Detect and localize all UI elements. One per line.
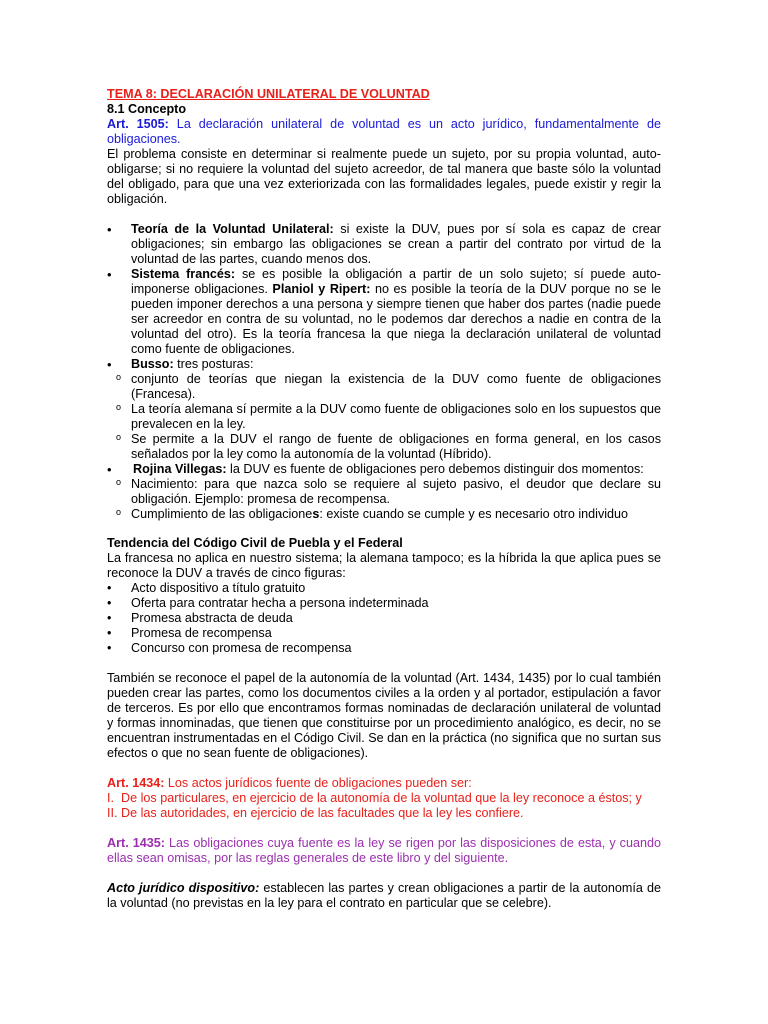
art-1505-label: Art. 1505: <box>107 117 169 131</box>
art-1435-label: Art. 1435: <box>107 836 165 850</box>
roman-numeral: II. <box>107 806 118 820</box>
art-1434-item-text: De las autoridades, en ejercicio de las facultades que la ley les confiere. <box>121 806 524 820</box>
busso-text: tres posturas: <box>173 357 254 371</box>
acto-dispositivo-paragraph <box>107 881 661 911</box>
art-1434-paragraph <box>107 776 661 791</box>
acto-dispositivo-label: Acto jurídico dispositivo: <box>107 881 260 895</box>
art-1434-item-text: De los particulares, en ejercicio de la autonomía de la voluntad que la ley reconoce a éstos; y <box>121 791 642 805</box>
rojina-label: Rojina Villegas: <box>133 462 227 476</box>
sistema-frances-label: Sistema francés: <box>131 267 236 281</box>
tendencia-heading: Tendencia del Código Civil de Puebla y el Federal <box>107 536 403 550</box>
art-1434-text: Los actos jurídicos fuente de obligaciones pueden ser: <box>164 776 472 790</box>
figura-item: • Concurso con promesa de recompensa <box>107 641 661 656</box>
art-1434-item-1 <box>107 791 661 806</box>
tendencia-paragraph: La francesa no aplica en nuestro sistema; la alemana tampoco; es la híbrida la que aplica pues se reconoce la DUV a través de cinco figuras: <box>107 551 661 580</box>
sistema-frances-text: se es posible la obligación a partir de un solo sujeto; sí puede auto-imponerse obligaciones. <box>131 267 661 296</box>
figura-item: • Oferta para contratar hecha a persona indeterminada <box>107 596 661 611</box>
figura-item: • Promesa abstracta de deuda <box>107 611 661 626</box>
rojina-momento-2-text-b: : existe cuando se cumple y es necesario otro individuo <box>319 507 629 521</box>
busso-postura-2: o La teoría alemana sí permite a la DUV como fuente de obligaciones solo en los supuestos que prevalecen en la ley. <box>107 402 661 432</box>
busso-postura-1: o conjunto de teorías que niegan la existencia de la DUV como fuente de obligaciones (Francesa). <box>107 372 661 402</box>
busso-postura-3: o Se permite a la DUV el rango de fuente de obligaciones en forma general, en los casos señalados por la ley como la autonomía de la voluntad (Híbrido). <box>107 432 661 462</box>
theories-list <box>107 222 661 522</box>
art-1505-paragraph <box>107 117 661 147</box>
list-item-busso <box>107 357 661 372</box>
figura-item: • Promesa de recompensa <box>107 626 661 641</box>
list-item-sistema-frances <box>107 267 661 357</box>
page-title: TEMA 8: DECLARACIÓN UNILATERAL DE VOLUNTAD <box>107 87 430 101</box>
tambien-paragraph: También se reconoce el papel de la autonomía de la voluntad (Art. 1434, 1435) por lo cual también pueden crear las partes, como los documentos civiles a la orden y al portador, estipulación a favor de terceros. Es por ello que encontramos formas nominadas de declaración unilateral de voluntad y formas innominadas, que tienen que constituirse por un procedimiento analógico, es decir, no se encuentran instrumentadas en el Código Civil. Se dan en la práctica (no significa que no surtan sus efectos o que no sean fuente de obligaciones). <box>107 671 661 760</box>
art-1434-item-2 <box>107 806 661 821</box>
rojina-momento-2-bold-s: s <box>312 507 320 521</box>
section-heading: 8.1 Concepto <box>107 102 187 116</box>
teoria-text: si existe la DUV, pues por sí sola es capaz de crear obligaciones; sin embargo las obligaciones se crean a partir del contrato por virtud de la voluntad de las partes, cuando menos dos. <box>131 222 661 266</box>
rojina-momento-1: o Nacimiento: para que nazca solo se requiere al sujeto pasivo, el deudor que declare su obligación. Ejemplo: promesa de recompensa. <box>107 477 661 507</box>
list-item-rojina-villegas <box>107 462 661 477</box>
list-item-teoria-voluntad <box>107 222 661 267</box>
planiol-ripert-label: Planiol y Ripert: <box>272 282 371 296</box>
teoria-label: Teoría de la Voluntad Unilateral: <box>131 222 334 236</box>
art-1434-label: Art. 1434: <box>107 776 165 790</box>
rojina-text: la DUV es fuente de obligaciones pero debemos distinguir dos momentos: <box>226 462 644 476</box>
figura-item: • Acto dispositivo a título gratuito <box>107 581 661 596</box>
intro-paragraph: El problema consiste en determinar si realmente puede un sujeto, por su propia voluntad, auto-obligarse; si no requiere la voluntad del sujeto acreedor, de tal manera que baste sólo la voluntad del obligado, para que una vez exteriorizada con las formalidades legales, puede existir y regir la obligación. <box>107 147 661 206</box>
figuras-list <box>107 581 661 656</box>
document-body <box>107 87 661 911</box>
rojina-momento-2 <box>107 507 661 522</box>
art-1435-text: Las obligaciones cuya fuente es la ley se rigen por las disposiciones de esta, y cuando ellas sean omisas, por las reglas generales de este libro y del siguiente. <box>107 836 661 865</box>
rojina-momento-2-text-a: Cumplimiento de las obligacione <box>131 507 313 521</box>
art-1435-paragraph <box>107 836 661 866</box>
planiol-ripert-text: no es posible la teoría de la DUV porque no se le pueden imponer derechos a una persona y siempre tienen que haber dos partes (nadie puede ser acreedor en contra de su voluntad, no le podemos dar derechos a nadie en contra de la voluntad del otro). Es la teoría francesa la que niega la declaración unilateral de voluntad como fuente de obligaciones. <box>131 282 661 356</box>
art-1434-block <box>107 776 661 821</box>
roman-numeral: I. <box>107 791 114 805</box>
acto-dispositivo-text: establecen las partes y crean obligaciones a partir de la autonomía de la voluntad (no previstas en la ley para el contrato en particular que se celebre). <box>107 881 661 910</box>
busso-label: Busso: <box>131 357 174 371</box>
art-1505-text: La declaración unilateral de voluntad es un acto jurídico, fundamentalmente de obligaciones. <box>107 117 661 146</box>
